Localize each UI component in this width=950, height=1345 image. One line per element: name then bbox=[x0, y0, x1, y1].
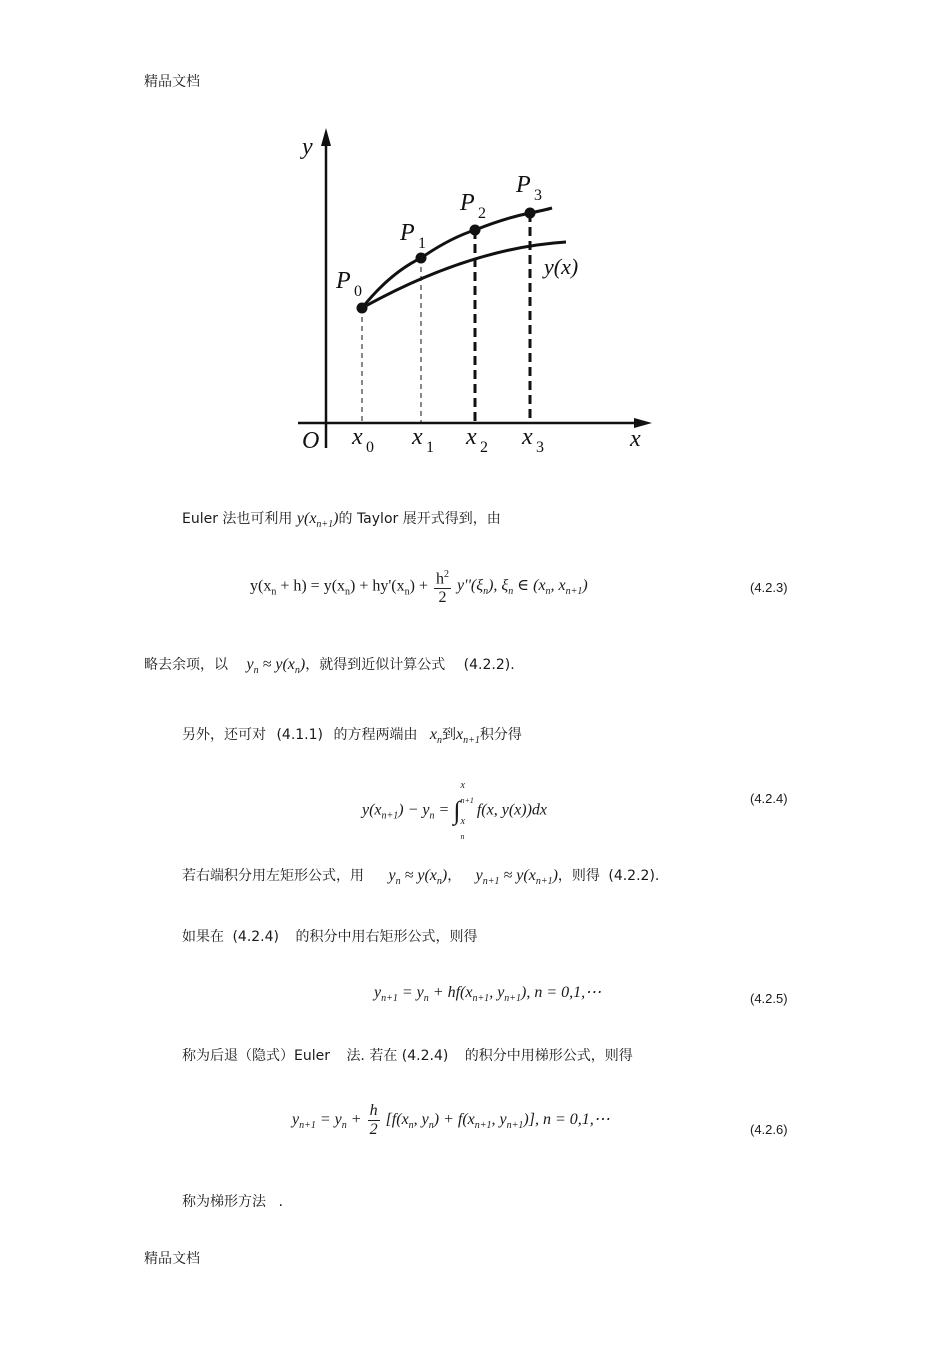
header-watermark: 精品文档 bbox=[144, 74, 200, 90]
x-axis-label: x bbox=[630, 426, 641, 452]
x2-sub: 2 bbox=[480, 439, 488, 456]
paragraph-taylor: Euler 法也可利用 $y(x_{n+1})$的 Taylor 展开式得到，由 bbox=[182, 510, 501, 530]
paragraph-left-rectangle: 若右端积分用左矩形公式，用 $y_n \approx y(x_n)$， $y_{n+1} \approx y(x_{n+1})$，则得 (4.2.2). bbox=[182, 867, 660, 887]
point-p3 bbox=[525, 208, 536, 219]
p3-label: P bbox=[516, 172, 531, 198]
point-p0 bbox=[357, 303, 368, 314]
x2-label: x bbox=[466, 424, 477, 450]
p0-sub: 0 bbox=[354, 283, 362, 300]
x3-label: x bbox=[522, 424, 533, 450]
integral-sign: ∫ bbox=[453, 796, 461, 825]
euler-method-figure bbox=[290, 128, 670, 458]
x1-label: x bbox=[412, 424, 423, 450]
x0-sub: 0 bbox=[366, 439, 374, 456]
x3-sub: 3 bbox=[536, 439, 544, 456]
paragraph-right-rectangle: 如果在 (4.2.4) 的积分中用右矩形公式，则得 bbox=[182, 929, 478, 945]
equation-4-2-6: $y_{n+1} = y_n$ + $\frac{h}{2}$ [$f(x_n$, $y_n) + f(x_{n+1}$, $y_{n+1}$)], n = 0,1,⋯ bbox=[292, 1102, 610, 1138]
p3-sub: 3 bbox=[534, 187, 542, 204]
equation-4-2-4: $y(x_{n+1}) - y_n$ = ∫ x $_{n+1}$ x $_n$ f(x, y(x))dx bbox=[362, 780, 548, 841]
p2-sub: 2 bbox=[478, 205, 486, 222]
p1-sub: 1 bbox=[418, 235, 426, 252]
equation-number-4-2-3: (4.2.3) bbox=[750, 580, 788, 595]
equation-number-4-2-5: (4.2.5) bbox=[750, 991, 788, 1006]
paragraph-backward-euler: 称为后退（隐式）Euler 法. 若在 (4.2.4) 的积分中用梯形公式，则得 bbox=[182, 1048, 633, 1064]
paragraph-integrate: 另外，还可对 (4.1.1) 的方程两端由 $x_n$到$x_{n+1}$积分得 bbox=[182, 726, 522, 746]
footer-watermark: 精品文档 bbox=[144, 1251, 200, 1267]
equation-number-4-2-4: (4.2.4) bbox=[750, 791, 788, 806]
curve-label: y(x) bbox=[544, 254, 579, 279]
paragraph-approx: 略去余项，以 $y_n \approx y(x_n)$，就得到近似计算公式 (4.2.2). bbox=[144, 656, 515, 676]
paragraph-trapezoid: 称为梯形方法 . bbox=[182, 1194, 283, 1210]
x1-sub: 1 bbox=[426, 439, 434, 456]
x0-label: x bbox=[352, 424, 363, 450]
p2-label: P bbox=[460, 190, 475, 216]
equation-4-2-3: $y(x_n + h) = y(x_n) + hy'(x_n)$ + $\frac{h^2}{2}$ $y''(\xi_n)$, $\xi_n$ ∈ ($x_n$, $x_{n+1}$) bbox=[250, 566, 588, 607]
y-axis-label: y bbox=[302, 134, 313, 160]
y-axis-arrow bbox=[321, 128, 331, 146]
p0-label: P bbox=[336, 268, 351, 294]
equation-4-2-5: $y_{n+1} = y_n + hf(x_{n+1}$, $y_{n+1}$), n = 0,1,⋯ bbox=[374, 984, 602, 1004]
point-p2 bbox=[470, 225, 481, 236]
p1-label: P bbox=[400, 220, 415, 246]
point-p1 bbox=[416, 253, 427, 264]
origin-label: O bbox=[302, 428, 320, 454]
equation-number-4-2-6: (4.2.6) bbox=[750, 1122, 788, 1137]
